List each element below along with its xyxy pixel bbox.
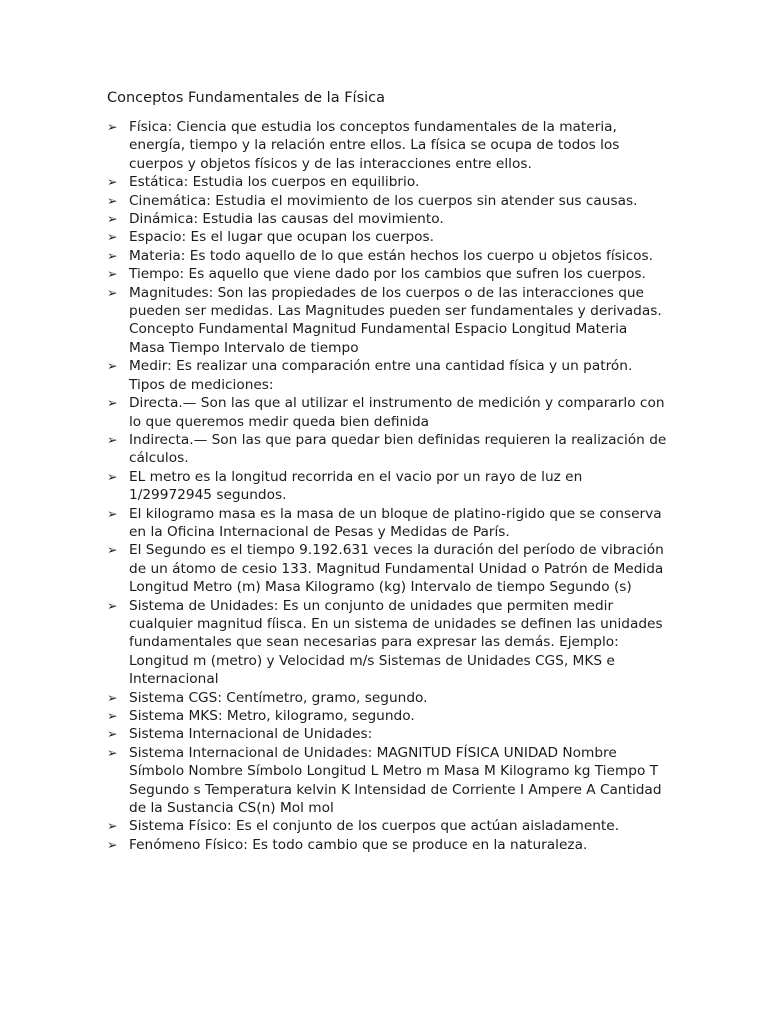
list-item-text: Sistema CGS: Centímetro, gramo, segundo. [129, 689, 428, 706]
list-item-text: Cinemática: Estudia el movimiento de los cuerpos sin atender sus causas. [129, 192, 638, 209]
document-title: Conceptos Fundamentales de la Física [107, 90, 386, 106]
arrow-bullet-icon: ➢ [107, 229, 118, 245]
arrow-bullet-icon: ➢ [107, 818, 118, 834]
list-item [107, 394, 667, 431]
arrow-bullet-icon: ➢ [107, 542, 118, 558]
list-item-text: Espacio: Es el lugar que ocupan los cuerpos. [129, 229, 435, 246]
list-item [107, 228, 667, 246]
list-item [107, 173, 667, 191]
list-item-text: Sistema Internacional de Unidades: [129, 726, 373, 743]
arrow-bullet-icon: ➢ [107, 192, 118, 208]
arrow-bullet-icon: ➢ [107, 119, 118, 134]
list-item-text: Fenómeno Físico: Es todo cambio que se produce en la naturaleza. [129, 836, 588, 853]
list-item [107, 357, 667, 394]
list-item-text: Directa.— Son las que al utilizar el instrumento de medición y compararlo con lo que queremos medir queda bien definida [129, 395, 665, 430]
list-item [107, 468, 667, 505]
arrow-bullet-icon: ➢ [107, 211, 118, 227]
list-item [107, 817, 667, 835]
arrow-bullet-icon: ➢ [107, 836, 118, 852]
list-item [107, 541, 667, 596]
list-item [107, 725, 667, 743]
arrow-bullet-icon: ➢ [107, 689, 118, 705]
list-item-text: Sistema Internacional de Unidades: MAGNITUD FÍSICA UNIDAD Nombre Símbolo Nombre Símbolo Longitud L Metro m Masa M Kilogramo kg Tiempo T Segundo s Temperatura kelvin K Intensidad de Corriente I Ampere A Cantidad de la Sustancia CS(n) Mol mol [129, 744, 662, 817]
list-item [107, 744, 667, 818]
arrow-bullet-icon: ➢ [107, 468, 118, 484]
arrow-bullet-icon: ➢ [107, 726, 118, 742]
list-item-text: Magnitudes: Son las propiedades de los cuerpos o de las interacciones que pueden ser medidas. Las Magnitudes pueden ser fundamentales y derivadas. Concepto Fundamental Magnitud Fundamental Espacio Longitud Materia Masa Tiempo Intervalo de tiempo [129, 284, 662, 356]
list-item [107, 689, 667, 707]
list-item-text: El kilogramo masa es la masa de un bloque de platino-rigido que se conserva en la Oficina Internacional de Pesas y Medidas de París. [129, 505, 662, 540]
list-item [107, 707, 667, 725]
list-item [107, 265, 667, 283]
arrow-bullet-icon: ➢ [107, 708, 118, 723]
list-item [107, 284, 667, 358]
list-item-text: Dinámica: Estudia las causas del movimiento. [129, 211, 444, 228]
definitions-list [107, 118, 667, 854]
arrow-bullet-icon: ➢ [107, 174, 118, 190]
list-item [107, 836, 667, 854]
list-item-text: Materia: Es todo aquello de lo que están hechos los cuerpo u objetos físicos. [129, 247, 653, 264]
list-item-text: Medir: Es realizar una comparación entre una cantidad física y un patrón. Tipos de mediciones: [129, 358, 633, 393]
arrow-bullet-icon: ➢ [107, 597, 118, 613]
list-item [107, 247, 667, 265]
list-item [107, 210, 667, 228]
list-item-text: Sistema de Unidades: Es un conjunto de unidades que permiten medir cualquier magnitud fíisca. En un sistema de unidades se definen las unidades fundamentales que sean necesarias para expresar las demás. Ejemplo: Longitud m (metro) y Velocidad m/s Sistemas de Unidades CGS, MKS e Internacional [129, 597, 663, 688]
arrow-bullet-icon: ➢ [107, 431, 118, 447]
list-item [107, 597, 667, 689]
list-item-text: EL metro es la longitud recorrida en el vacio por un rayo de luz en 1/29972945 segundos. [129, 468, 583, 504]
list-item [107, 431, 667, 468]
list-item-text: Tiempo: Es aquello que viene dado por los cambios que sufren los cuerpos. [129, 266, 646, 283]
list-item-text: Sistema Físico: Es el conjunto de los cuerpos que actúan aisladamente. [129, 818, 620, 835]
list-item-text: El Segundo es el tiempo 9.192.631 veces la duración del período de vibración de un átomo de cesio 133. Magnitud Fundamental Unidad o Patrón de Medida Longitud Metro (m) Masa Kilogramo (kg) Intervalo de tiempo Segundo (s) [129, 542, 664, 596]
arrow-bullet-icon: ➢ [107, 358, 118, 374]
arrow-bullet-icon: ➢ [107, 505, 118, 521]
arrow-bullet-icon: ➢ [107, 247, 118, 263]
arrow-bullet-icon: ➢ [107, 284, 118, 300]
arrow-bullet-icon: ➢ [107, 266, 118, 282]
arrow-bullet-icon: ➢ [107, 395, 118, 411]
list-item-text: Estática: Estudia los cuerpos en equilibrio. [129, 174, 420, 191]
list-item-text: Sistema MKS: Metro, kilogramo, segundo. [129, 708, 415, 724]
list-item [107, 192, 667, 210]
list-item-text: Física: Ciencia que estudia los conceptos fundamentales de la materia, energía, tiempo y la relación entre ellos. La física se ocupa de todos los cuerpos y objetos físicos y de las interacciones entre ellos. [129, 119, 620, 172]
list-item [107, 505, 667, 542]
arrow-bullet-icon: ➢ [107, 744, 118, 760]
list-item-text: Indirecta.— Son las que para quedar bien definidas requieren la realización de cálculos. [129, 431, 667, 467]
list-item [107, 118, 667, 173]
